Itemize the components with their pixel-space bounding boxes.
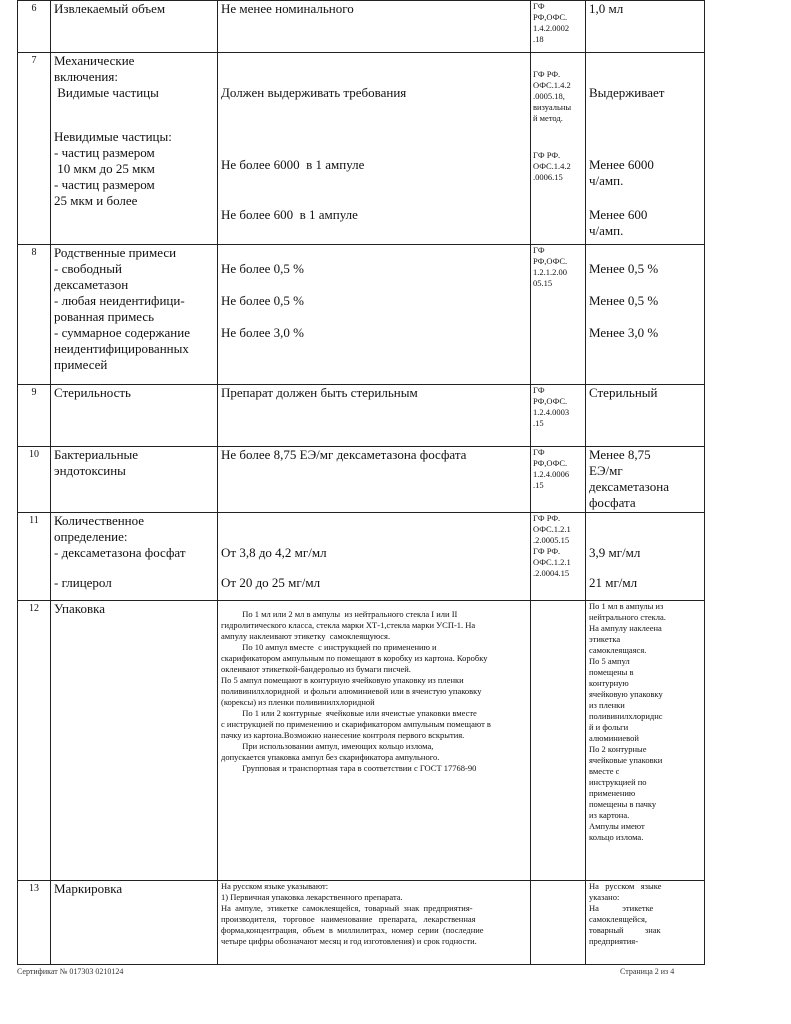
requirement: Препарат должен быть стерильным [218, 385, 531, 447]
parameter-name: Бактериальные эндотоксины [51, 447, 218, 513]
result: По 1 мл в ампулы из нейтрального стекла. На ампулу наклеена этикетка самоклеящаяся. По 5 ампул помещены в контурную ячейковую упаковку из пленки поливинилхлориднс й и фольги алюминиевой По 2 контурные ячейковые упаковки вместе с инструкцией по применению помещены в пачку из картона. Ампулы имеют кольцо излома. [586, 601, 705, 881]
table-row [18, 513, 705, 601]
table-row [18, 245, 705, 385]
result: 3,9 мг/мл 21 мг/мл [586, 513, 705, 601]
row-number: 6 [18, 1, 51, 53]
test-method [531, 881, 586, 965]
parameter-name: Родственные примеси - свободный дексаметазон - любая неидентифици- рованная примесь - суммарное содержание неидентифицированных примесей [51, 245, 218, 385]
table-row [18, 385, 705, 447]
row-number: 11 [18, 513, 51, 601]
result: Менее 0,5 % Менее 0,5 % Менее 3,0 % [586, 245, 705, 385]
test-method: ГФ РФ,ОФС. 1.2.4.0003 .15 [531, 385, 586, 447]
result: 1,0 мл [586, 1, 705, 53]
test-method [531, 601, 586, 881]
parameter-name: Извлекаемый объем [51, 1, 218, 53]
table-row [18, 601, 705, 881]
row-number: 12 [18, 601, 51, 881]
parameter-name: Маркировка [51, 881, 218, 965]
requirement: От 3,8 до 4,2 мг/мл От 20 до 25 мг/мл [218, 513, 531, 601]
row-number: 9 [18, 385, 51, 447]
test-method: ГФ РФ. ОФС.1.2.1 .2.0005.15 ГФ РФ. ОФС.1.2.1 .2.0004.15 [531, 513, 586, 601]
requirement: На русском языке указывают: 1) Первичная упаковка лекарственного препарата. На ампуле, этикетке самоклеящейся, товарный знак предприятия- производителя, торговое наименование препарата, лекарственная форма,концентрация, объем в миллилитрах, номер серии (последние четыре цифры обозначают месяц и год изготовления) и срок годности. [218, 881, 531, 965]
requirement: Должен выдерживать требования Не более 6000 в 1 ампуле Не более 600 в 1 ампуле [218, 53, 531, 245]
footer-page-number: Страница 2 из 4 [620, 967, 675, 976]
requirement: По 1 мл или 2 мл в ампулы из нейтрального стекла I или II гидролитического класса, стекла марки ХТ-1,стекла марки УСП-1. На ампулу наклеивают этикетку самоклеящуюся. По 10 ампул вместе с инструкцией по применению и скарификатором ампульным по помещают в коробку из картона. Коробку оклеивают этикеткой-бандеролью из бумаги писчей. По 5 ампул помещают в контурную ячейковую упаковку из пленки поливинилхлоридной и фольги алюминиевой или в ячеистую упаковку (корексы) из пленки поливинилхлоридной По 1 или 2 контурные ячейковые или ячеистые упаковки вместе с инструкцией по применению и скарификатором ампульным помещают в пачку из картона.Возможно нанесение контроля первого вскрытия. При использовании ампул, имеющих кольцо излома, допускается упаковка ампул без скарификатора ампульного. Групповая и транспортная тара в соответствии с ГОСТ 17768-90 [218, 601, 531, 881]
parameter-name: Количественное определение: - дексаметазона фосфат - глицерол [51, 513, 218, 601]
table-row [18, 1, 705, 53]
result: Выдерживает Менее 6000 ч/амп. Менее 600 ч/амп. [586, 53, 705, 245]
requirement: Не более 0,5 % Не более 0,5 % Не более 3,0 % [218, 245, 531, 385]
parameter-name: Упаковка [51, 601, 218, 881]
table-row [18, 447, 705, 513]
parameter-name: Стерильность [51, 385, 218, 447]
result: Стерильный [586, 385, 705, 447]
table-row [18, 53, 705, 245]
result: Менее 8,75 ЕЭ/мг дексаметазона фосфата [586, 447, 705, 513]
footer-certificate-number: Сертификат № 017303 0210124 [17, 967, 124, 976]
test-method: ГФ РФ,ОФС. 1.2.1.2.00 05.15 [531, 245, 586, 385]
requirement: Не менее номинального [218, 1, 531, 53]
row-number: 13 [18, 881, 51, 965]
row-number: 8 [18, 245, 51, 385]
result: На русском языке указано: На этикетке самоклеящейся, товарный знак предприятия- [586, 881, 705, 965]
test-method: ГФ РФ,ОФС. 1.4.2.0002 .18 [531, 1, 586, 53]
table-row [18, 881, 705, 965]
row-number: 7 [18, 53, 51, 245]
test-method: ГФ РФ. ОФС.1.4.2 .0005.18, визуальны й метод. ГФ РФ. ОФС.1.4.2 .0006.15 [531, 53, 586, 245]
results-table [17, 0, 705, 965]
requirement: Не более 8,75 ЕЭ/мг дексаметазона фосфата [218, 447, 531, 513]
parameter-name: Механические включения: Видимые частицы Невидимые частицы: - частиц размером 10 мкм до 25 мкм - частиц размером 25 мкм и более [51, 53, 218, 245]
row-number: 10 [18, 447, 51, 513]
test-method: ГФ РФ,ОФС. 1.2.4.0006 .15 [531, 447, 586, 513]
